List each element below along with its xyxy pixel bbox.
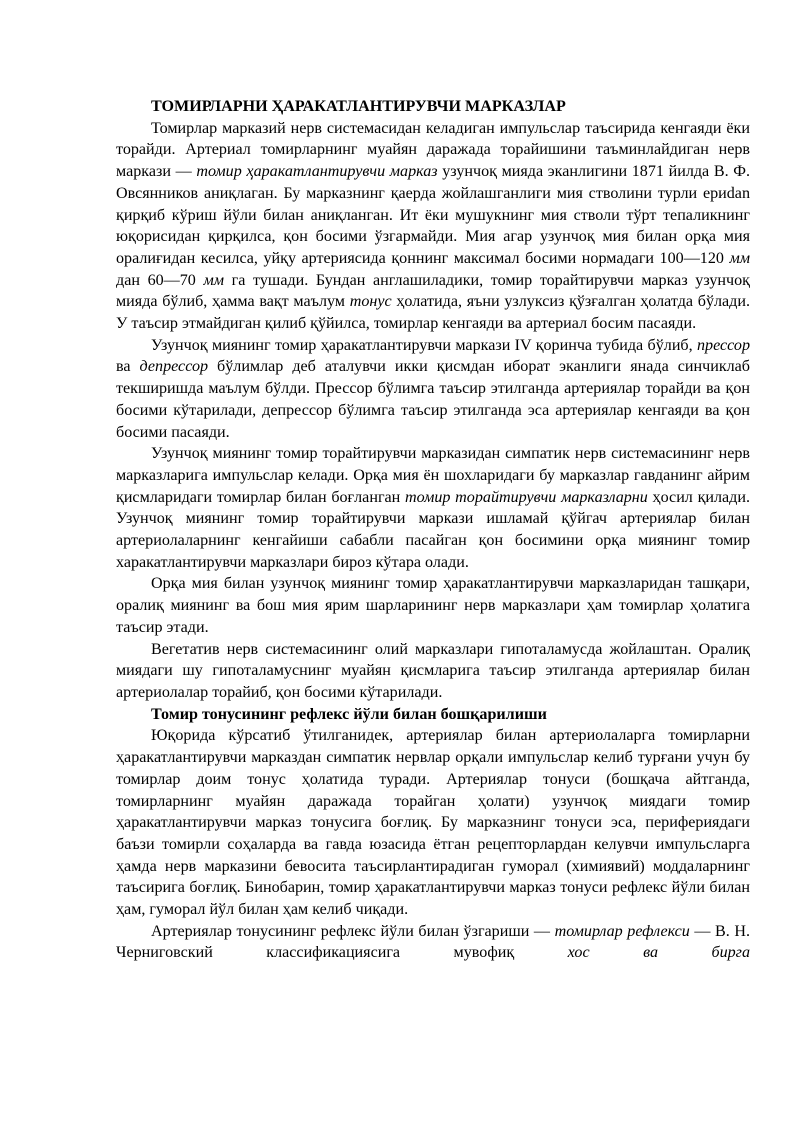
text-run: ҳосил қилади. Узунчоқ миянинг томир торайтирувчи маркази ишламай қўйгач артериялар билан артериолаларнинг кенгайиши сабабли пасайган қон босимини орқа миянинг томир харакатлантирувчи марказлари бироз кўтара олади. <box>116 488 750 571</box>
text-run: бўлимлар деб аталувчи икки қисмдан иборат эканлиги янада синчиклаб текширишда маълум бўлди. Прессор бўлимга таъсир этилганда артериялар торайди ва қон босими кўтарилади, депрессор бўлимга таъсир этилганда эса артериялар кенгаяди ва қон босими пасаяди. <box>116 358 750 441</box>
italic-term: томир ҳаракатлантирувчи марказ <box>196 163 438 181</box>
paragraph-6 <box>116 725 750 920</box>
italic-term: мм <box>729 249 750 267</box>
italic-term: прессор <box>696 336 750 354</box>
text-run: Вегетатив нерв системасининг олий марказлари гипоталамусда жойлаштан. Оралиқ миядаги шу гипоталамуснинг муайян қисмларига таъсир этилганда артериялар билан артериолалар торайиб, қон босими кўтарилади. <box>116 640 750 701</box>
text-run: Узунчоқ миянинг томир торайтирувчи марказидан симпатик нерв системасининг нерв марказларига импульслар келади. Орқа мия ён шохларидаги бу марказлар гавданинг айрим қисмларидаги томирлар билан боғланган <box>116 445 750 506</box>
text-run: Узунчоқ миянинг томир ҳаракатлантирувчи маркази IV қоринча тубида бўлиб, <box>151 336 697 354</box>
text-run: ва <box>116 358 140 376</box>
paragraph-7 <box>116 921 750 964</box>
text-run: узунчоқ мияда эканлигини 1871 йилда В. Ф. Овсянников аниқлаган. Бу марказнинг қаерда жойлашганлиги мия стволини турли ериdan қирқиб кўриш йўли билан аниқланган. Ит ёки мушукнинг мия стволи тўрт тепаликнинг юқорисидан қирқилса, қон босими ўзгармайди. Мия агар узунчоқ мия билан орқа мия оралиғидан кесилса, уйқу артериясида қоннинг максимал босими нормадаги 100—120 <box>116 163 750 267</box>
text-run: Артериялар тонусининг рефлекс йўли билан ўзгариши — <box>151 922 555 940</box>
italic-term: хос ва бирга <box>567 944 750 962</box>
text-run: дан 60—70 <box>116 271 204 289</box>
paragraph-3 <box>116 443 750 573</box>
italic-term: томирлар рефлекси <box>554 922 690 940</box>
paragraph-2 <box>116 335 750 444</box>
italic-term: томир торайтирувчи марказларни <box>405 488 648 506</box>
section-subtitle: Томир тонусининг рефлекс йўли билан бошқарилиши <box>151 705 547 723</box>
paragraph-4 <box>116 573 750 638</box>
text-run: га тушади. Бундан англашиладики, томир торайтирувчи марказ узунчоқ мияда бўлиб, ҳамма вақт маълум <box>116 271 750 311</box>
paragraph-5 <box>116 639 750 704</box>
text-run: Юқорида кўрсатиб ўтилганидек, артериялар билан артериолаларга томирларни ҳаракатлантирувчи марказдан симпатик нервлар орқали импульслар келиб турғани учун бу томирлар доим тонус ҳолатида туради. Артериялар тонуси (бошқача айтганда, томирларнинг муайян даражада торайган ҳолати) узунчоқ миядаги томир ҳаракатлантирувчи марказ тонусига боғлиқ. Бу марказнинг тонуси эса, перифериядаги баъзи томирли соҳаларда ва гавда юзасида ётган рецепторлардан келувчи импульсларга ҳамда нерв марказини бевосита таъсирлантирадиган гуморал (химиявий) моддаларнинг таъсирига боғлиқ. Бинобарин, томир ҳаракатлантирувчи марказ тонуси рефлекс йўли билан ҳам, гуморал йўл билан ҳам келиб чиқади. <box>116 727 750 919</box>
document-page <box>116 96 750 964</box>
text-run: Томирлар марказий нерв системасидан келадиган импульслар таъсирида кенгаяди ёки торайди. Артериал томирларнинг муайян даражада торайишини таъминлайдиган нерв маркази — <box>116 119 750 181</box>
italic-term: депрессор <box>139 358 209 376</box>
page-title: ТОМИРЛАРНИ ҲАРАКАТЛАНТИРУВЧИ МАРКАЗЛАР <box>151 98 566 115</box>
text-run: Орқа мия билан узунчоқ миянинг томир ҳаракатлантирувчи марказларидан ташқари, оралиқ миянинг ва бош мия ярим шарларининг нерв марказлари ҳам томирлар ҳолатига таъсир этади. <box>116 575 750 636</box>
italic-term: мм <box>203 271 225 289</box>
text-run: ҳолатида, яъни узлуксиз қўзғалган ҳолатда бўлади. У таъсир этмайдиган қилиб қўйилса, томирлар кенгаяди ва артериал босим пасаяди. <box>116 293 750 333</box>
text-run: — В. Н. Черниговский классификациясига мувофиқ <box>116 922 750 962</box>
paragraph-1 <box>116 118 750 335</box>
italic-term: тонус <box>349 293 392 311</box>
